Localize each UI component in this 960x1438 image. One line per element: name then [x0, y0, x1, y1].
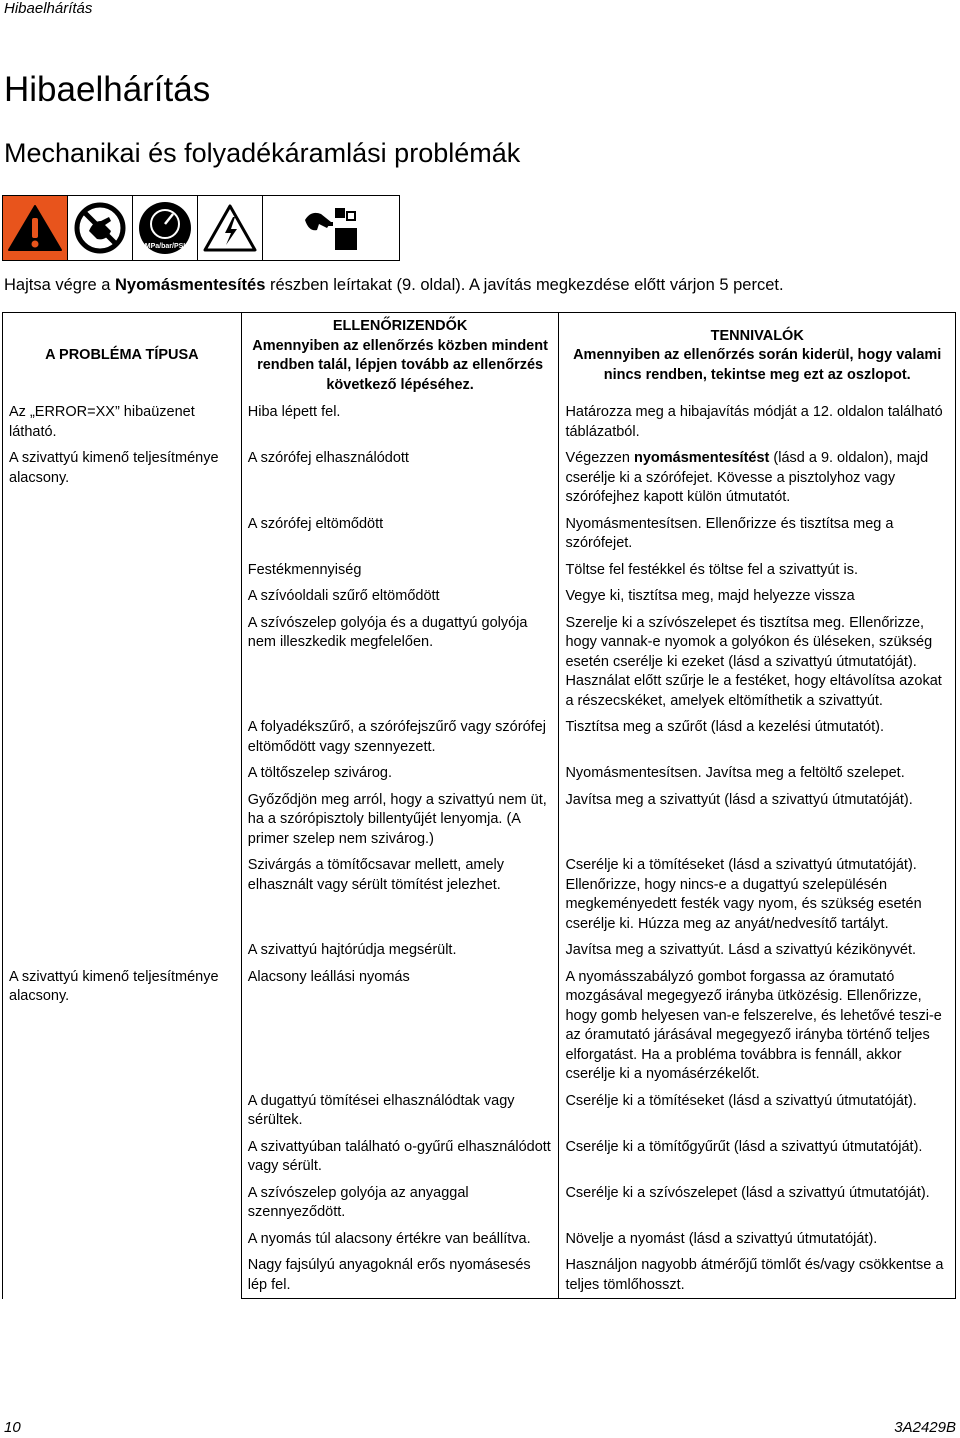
warning-triangle-icon — [3, 196, 68, 260]
action-cell: Tisztítsa meg a szűrőt (lásd a kezelési útmutatót). — [559, 714, 956, 760]
check-cell: Alacsony leállási nyomás — [241, 964, 559, 1088]
action-cell: Javítsa meg a szivattyút. Lásd a szivattyú kézikönyvét. — [559, 937, 956, 964]
action-cell: Töltse fel festékkel és töltse fel a szivattyút is. — [559, 557, 956, 584]
check-cell: Szivárgás a tömítőcsavar mellett, amely elhasznált vagy sérült tömítést jelezhet. — [241, 852, 559, 937]
problem-cell: A szivattyú kimenő teljesítménye alacsony. — [3, 445, 242, 964]
action-cell: Cserélje ki a szívószelepet (lásd a szivattyú útmutatóját). — [559, 1180, 956, 1226]
header-action: TENNIVALÓK Amennyiben az ellenőrzés során kiderül, hogy valami nincs rendben, tekintse meg ezt az oszlopot. — [559, 313, 956, 400]
header-problem: A PROBLÉMA TÍPUSA — [3, 313, 242, 400]
check-cell: Hiba lépett fel. — [241, 399, 559, 445]
warning-icon-strip — [2, 195, 400, 261]
check-cell: A folyadékszűrő, a szórófejszűrő vagy szórófej eltömődött vagy szennyezett. — [241, 714, 559, 760]
table-row — [3, 445, 956, 511]
electric-shock-icon — [198, 196, 263, 260]
check-cell: A szórófej eltömődött — [241, 511, 559, 557]
check-cell: A szivattyú hajtórúdja megsérült. — [241, 937, 559, 964]
check-cell: A dugattyú tömítései elhasználódtak vagy sérültek. — [241, 1088, 559, 1134]
check-cell: Nagy fajsúlyú anyagoknál erős nyomásesés lép fel. — [241, 1252, 559, 1299]
action-cell: Szerelje ki a szívószelepet és tisztítsa meg. Ellenőrizze, hogy vannak-e nyomok a golyókon és üléseken, szükség esetén cserélje ki ezeket (lásd a szivattyú útmutatóját). Használat előtt szűrje le a festéket, hogy eltávolítsa azokat a részecskéket, amelyek eltömíthetik a szivattyút. — [559, 610, 956, 715]
action-cell: Növelje a nyomást (lásd a szivattyú útmutatóját). — [559, 1226, 956, 1253]
header-check: ELLENŐRIZENDŐK Amennyiben az ellenőrzés közben mindent rendben talál, lépjen tovább az ellenőrzés következő lépéséhez. — [241, 313, 559, 400]
action-cell: Vegye ki, tisztítsa meg, majd helyezze vissza — [559, 583, 956, 610]
action-cell: Nyomásmentesítsen. Javítsa meg a feltöltő szelepet. — [559, 760, 956, 787]
action-cell: Cserélje ki a tömítéseket (lásd a szivattyú útmutatóját). — [559, 1088, 956, 1134]
check-cell: A nyomás túl alacsony értékre van beállítva. — [241, 1226, 559, 1253]
page-title: Hibaelhárítás — [4, 70, 211, 109]
depressurize-link-text: nyomásmentesítést — [633, 450, 770, 466]
action-cell: Javítsa meg a szivattyút (lásd a szivattyú útmutatóját). — [559, 787, 956, 853]
gauge-unit-label: MPa/bar/PSI — [144, 243, 186, 250]
no-hand-icon — [68, 196, 133, 260]
troubleshooting-table — [2, 312, 956, 1299]
document-code: 3A2429B — [894, 1419, 956, 1436]
page-number: 10 — [4, 1419, 21, 1436]
action-cell: Használjon nagyobb átmérőjű tömlőt és/vagy csökkentse a teljes tömlőhosszt. — [559, 1252, 956, 1299]
action-cell: A nyomásszabályzó gombot forgassa az óramutató mozgásával megegyező irányba ütközésig. Ellenőrizze, hogy gomb helyesen van-e felszerelve, és lehetővé teszi-e az óramutató járásával megegyező irányba történő teljes elforgatást. Ha a probléma továbbra is fennáll, akkor cserélje ki a nyomásérzékelőt. — [559, 964, 956, 1088]
check-cell: A szívószelep golyója és a dugattyú golyója nem illeszkedik megfelelően. — [241, 610, 559, 715]
table-row — [3, 964, 956, 1088]
check-cell: Győződjön meg arról, hogy a szivattyú nem üt, ha a szórópisztoly billentyűjét lenyomja. (A primer szelep nem szivárog.) — [241, 787, 559, 853]
action-cell: Végezzen nyomásmentesítést (lásd a 9. oldalon), majd cserélje ki a szórófejet. Kövesse a pisztolyhoz vagy szórófejhez kapott külön útmutatót. — [559, 445, 956, 511]
intro-text: Hajtsa végre a Nyomásmentesítés részben leírtakat (9. oldal). A javítás megkezdése előtt várjon 5 percet. — [4, 276, 784, 294]
problem-cell: A szivattyú kimenő teljesítménye alacsony. — [3, 964, 242, 1299]
check-cell: A szivattyúban található o-gyűrű elhasználódott vagy sérült. — [241, 1134, 559, 1180]
section-title: Mechanikai és folyadékáramlási problémák — [4, 138, 521, 168]
check-cell: A szívóoldali szűrő eltömődött — [241, 583, 559, 610]
pressure-gauge-icon — [133, 196, 198, 260]
check-cell: Festékmennyiség — [241, 557, 559, 584]
depressurize-reference: Nyomásmentesítés — [114, 276, 266, 294]
running-header: Hibaelhárítás — [4, 0, 93, 17]
moving-parts-icon — [263, 196, 399, 260]
check-cell: A szívószelep golyója az anyaggal szennyeződött. — [241, 1180, 559, 1226]
action-cell: Határozza meg a hibajavítás módját a 12. oldalon található táblázatból. — [559, 399, 956, 445]
check-cell: A szórófej elhasználódott — [241, 445, 559, 511]
action-cell: Nyomásmentesítsen. Ellenőrizze és tisztítsa meg a szórófejet. — [559, 511, 956, 557]
table-row — [3, 399, 956, 445]
action-cell: Cserélje ki a tömítéseket (lásd a szivattyú útmutatóját). Ellenőrizze, hogy nincs-e a dugattyú szelepülésén megkeményedett festék vagy nyom, és szükség esetén cserélje ki. Húzza meg az anyát/nedvesítő tartályt. — [559, 852, 956, 937]
table-header-row — [3, 313, 956, 400]
problem-cell: Az „ERROR=XX” hibaüzenet látható. — [3, 399, 242, 445]
check-cell: A töltőszelep szivárog. — [241, 760, 559, 787]
action-cell: Cserélje ki a tömítőgyűrűt (lásd a szivattyú útmutatóját). — [559, 1134, 956, 1180]
